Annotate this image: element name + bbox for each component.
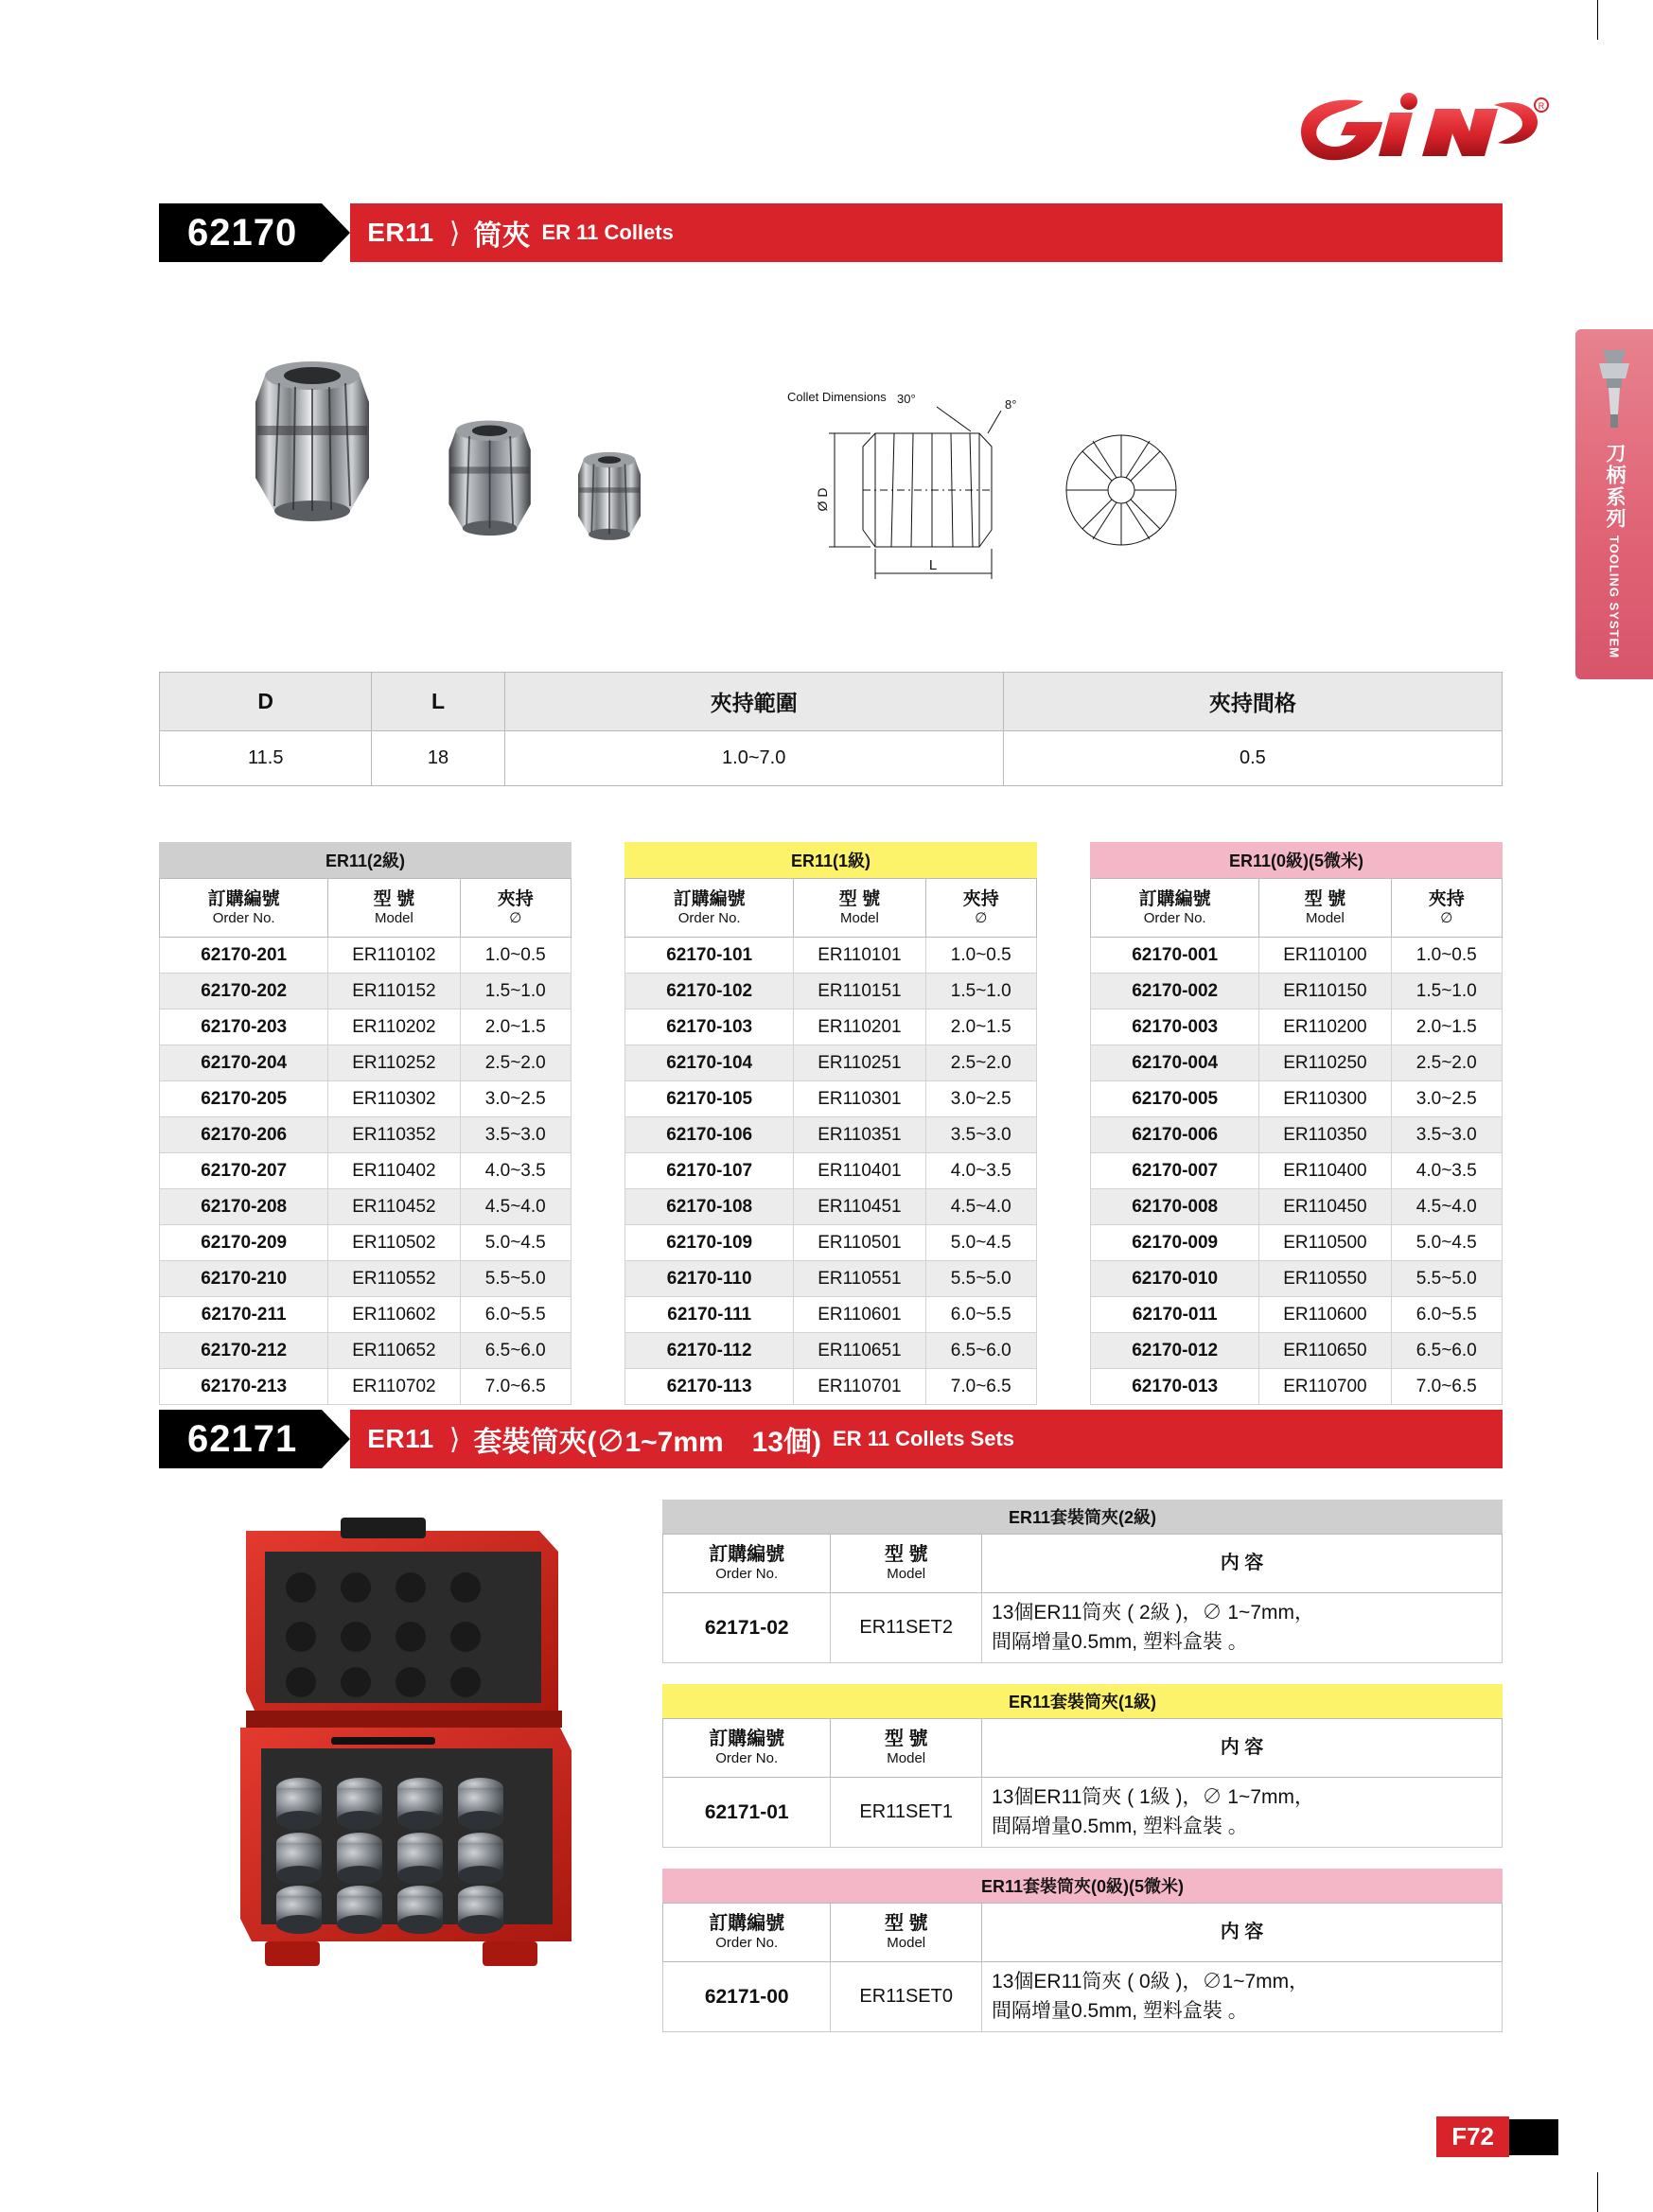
cell-order: 62170-203 <box>160 1009 328 1045</box>
cell-order: 62170-002 <box>1091 974 1259 1009</box>
cell-order: 62170-210 <box>160 1261 328 1297</box>
table-row <box>1091 1369 1503 1405</box>
table-row <box>625 1153 1037 1189</box>
cell-dia: 4.5~4.0 <box>925 1189 1036 1225</box>
cell-dia: 1.5~1.0 <box>925 974 1036 1009</box>
set-header-row <box>663 1719 1503 1778</box>
grade-header-row <box>625 879 1037 938</box>
table-row <box>625 1045 1037 1081</box>
grade-table-1 <box>624 842 1037 1405</box>
table-row <box>160 1009 572 1045</box>
cell-dia: 1.0~0.5 <box>460 938 571 974</box>
cell-content: 13個ER11筒夾 ( 2級 )，∅ 1~7mm， 間隔增量0.5mm, 塑料盒裝 。 <box>982 1593 1503 1663</box>
svg-text:L: L <box>928 557 938 573</box>
set-caption: ER11套裝筒夾(2級) <box>662 1500 1503 1534</box>
cell-order: 62170-001 <box>1091 938 1259 974</box>
cell-dia: 1.0~0.5 <box>1391 938 1502 974</box>
table-row <box>663 1593 1503 1663</box>
cell-dia: 4.5~4.0 <box>460 1189 571 1225</box>
header-order-no: 訂購編號 Order No. <box>1091 879 1259 938</box>
section-title-en: ER 11 Collets <box>541 220 674 244</box>
spec-value-d: 11.5 <box>160 731 372 786</box>
sidebar-tab-tooling-system[interactable] <box>1575 329 1653 679</box>
cell-dia: 4.0~3.5 <box>1391 1153 1502 1189</box>
cell-dia: 3.5~3.0 <box>460 1117 571 1153</box>
collet-dimension-diagram <box>785 388 1268 596</box>
cell-order: 62170-009 <box>1091 1225 1259 1261</box>
table-row <box>160 1045 572 1081</box>
cell-model: ER110302 <box>328 1081 460 1117</box>
cell-dia: 2.5~2.0 <box>460 1045 571 1081</box>
svg-text:30°: 30° <box>897 392 916 406</box>
header-order-no: 訂購編號 Order No. <box>160 879 328 938</box>
cell-model: ER110650 <box>1259 1333 1391 1369</box>
cell-order: 62170-113 <box>625 1369 794 1405</box>
cell-model: ER110602 <box>328 1297 460 1333</box>
cell-dia: 2.0~1.5 <box>1391 1009 1502 1045</box>
cell-dia: 5.5~5.0 <box>460 1261 571 1297</box>
cell-order: 62170-006 <box>1091 1117 1259 1153</box>
table-row <box>625 1261 1037 1297</box>
cell-dia: 3.5~3.0 <box>1391 1117 1502 1153</box>
cell-model: ER110250 <box>1259 1045 1391 1081</box>
section-series: ER11 <box>367 1424 434 1453</box>
cell-model: ER110102 <box>328 938 460 974</box>
grade-header-row <box>1091 879 1503 938</box>
cell-dia: 5.0~4.5 <box>460 1225 571 1261</box>
table-row <box>160 1153 572 1189</box>
cell-content: 13個ER11筒夾 ( 1級 )，∅ 1~7mm， 間隔增量0.5mm, 塑料盒裝 。 <box>982 1778 1503 1848</box>
cell-order: 62170-104 <box>625 1045 794 1081</box>
grade-caption: ER11(2級) <box>159 842 572 878</box>
cell-model: ER110350 <box>1259 1117 1391 1153</box>
cell-order: 62171-00 <box>663 1962 831 2032</box>
cell-order: 62170-012 <box>1091 1333 1259 1369</box>
cell-order: 62170-103 <box>625 1009 794 1045</box>
crop-mark <box>1597 0 1598 40</box>
set-tables-group <box>662 1500 1503 2053</box>
table-row <box>160 1369 572 1405</box>
spec-value-range: 1.0~7.0 <box>504 731 1003 786</box>
svg-text:Ø D: Ø D <box>815 487 830 512</box>
table-row <box>663 1778 1503 1848</box>
table-row <box>1091 1333 1503 1369</box>
table-row <box>1091 1153 1503 1189</box>
cell-model: ER11SET2 <box>831 1593 982 1663</box>
cell-order: 62170-007 <box>1091 1153 1259 1189</box>
header-model: 型 號 Model <box>1259 879 1391 938</box>
cell-dia: 5.5~5.0 <box>925 1261 1036 1297</box>
cell-order: 62170-213 <box>160 1369 328 1405</box>
table-row <box>663 1962 1503 2032</box>
cell-dia: 1.0~0.5 <box>925 938 1036 974</box>
cell-dia: 3.0~2.5 <box>925 1081 1036 1117</box>
cell-dia: 7.0~6.5 <box>460 1369 571 1405</box>
cell-model: ER110100 <box>1259 938 1391 974</box>
cell-order: 62170-201 <box>160 938 328 974</box>
collet-set-photo <box>227 1514 643 1987</box>
spec-header-l: L <box>372 673 504 731</box>
cell-model: ER110352 <box>328 1117 460 1153</box>
grade-table-2 <box>159 842 572 1405</box>
cell-model: ER110451 <box>794 1189 925 1225</box>
cell-order: 62170-202 <box>160 974 328 1009</box>
cell-model: ER110201 <box>794 1009 925 1045</box>
sidebar-tab-label-cn: 刀柄系列 <box>1604 443 1626 530</box>
table-row <box>625 974 1037 1009</box>
cell-order: 62170-004 <box>1091 1045 1259 1081</box>
grade-caption: ER11(1級) <box>624 842 1037 878</box>
header-order-no: 訂購編號 Order No. <box>663 1535 831 1593</box>
cell-dia: 5.0~4.5 <box>925 1225 1036 1261</box>
table-row <box>160 1297 572 1333</box>
table-row <box>160 1117 572 1153</box>
gin-logo-icon <box>1284 90 1558 166</box>
cell-model: ER110400 <box>1259 1153 1391 1189</box>
spec-value-step: 0.5 <box>1003 731 1502 786</box>
table-row <box>1091 1117 1503 1153</box>
cell-model: ER110200 <box>1259 1009 1391 1045</box>
cell-model: ER110101 <box>794 938 925 974</box>
cell-order: 62170-101 <box>625 938 794 974</box>
table-row <box>160 938 572 974</box>
cell-dia: 6.5~6.0 <box>925 1333 1036 1369</box>
cell-model: ER110552 <box>328 1261 460 1297</box>
spec-header-d: D <box>160 673 372 731</box>
cell-order: 62170-102 <box>625 974 794 1009</box>
cell-order: 62170-110 <box>625 1261 794 1297</box>
table-row <box>160 1225 572 1261</box>
cell-model: ER110202 <box>328 1009 460 1045</box>
cell-model: ER110601 <box>794 1297 925 1333</box>
cell-model: ER110500 <box>1259 1225 1391 1261</box>
cell-model: ER110701 <box>794 1369 925 1405</box>
cell-order: 62170-003 <box>1091 1009 1259 1045</box>
header-content: 内 容 <box>982 1904 1503 1962</box>
header-model: 型 號 Model <box>831 1719 982 1778</box>
cell-order: 62170-106 <box>625 1117 794 1153</box>
table-row <box>625 1189 1037 1225</box>
cell-model: ER110502 <box>328 1225 460 1261</box>
cell-order: 62170-205 <box>160 1081 328 1117</box>
table-row <box>1091 1081 1503 1117</box>
table-row <box>625 1009 1037 1045</box>
cell-dia: 5.0~4.5 <box>1391 1225 1502 1261</box>
cell-order: 62170-005 <box>1091 1081 1259 1117</box>
section-arrow-icon <box>322 1410 350 1468</box>
spec-header-step: 夾持間格 <box>1003 673 1502 731</box>
cell-model: ER110301 <box>794 1081 925 1117</box>
table-row <box>625 1117 1037 1153</box>
cell-model: ER110702 <box>328 1369 460 1405</box>
cell-model: ER110351 <box>794 1117 925 1153</box>
page-number-block <box>1509 2119 1558 2155</box>
header-content: 内 容 <box>982 1719 1503 1778</box>
crop-mark <box>1597 2172 1598 2212</box>
section-header-62170 <box>159 203 1503 262</box>
set-header-row <box>663 1535 1503 1593</box>
cell-order: 62170-008 <box>1091 1189 1259 1225</box>
cell-model: ER110151 <box>794 974 925 1009</box>
header-order-no: 訂購編號 Order No. <box>625 879 794 938</box>
table-row <box>1091 1045 1503 1081</box>
section-series: ER11 <box>367 218 434 247</box>
spec-value-l: 18 <box>372 731 504 786</box>
set-caption: ER11套裝筒夾(0級)(5微米) <box>662 1869 1503 1903</box>
table-row <box>1091 1189 1503 1225</box>
header-model: 型 號 Model <box>831 1904 982 1962</box>
cell-dia: 3.0~2.5 <box>1391 1081 1502 1117</box>
cell-order: 62170-204 <box>160 1045 328 1081</box>
section-number: 62171 <box>159 1410 322 1468</box>
cell-order: 62170-105 <box>625 1081 794 1117</box>
cell-dia: 6.5~6.0 <box>1391 1333 1502 1369</box>
tool-holder-icon <box>1593 346 1635 433</box>
grade-table-0 <box>1090 842 1503 1405</box>
collet-product-photo <box>237 336 766 582</box>
cell-dia: 3.0~2.5 <box>460 1081 571 1117</box>
set-header-row <box>663 1904 1503 1962</box>
grade-caption: ER11(0級)(5微米) <box>1090 842 1503 878</box>
grade-tables-group <box>159 842 1503 1405</box>
table-row <box>160 1081 572 1117</box>
cell-order: 62170-013 <box>1091 1369 1259 1405</box>
section-header-62171 <box>159 1410 1503 1468</box>
cell-model: ER110450 <box>1259 1189 1391 1225</box>
table-row <box>625 1333 1037 1369</box>
cell-model: ER110550 <box>1259 1261 1391 1297</box>
cell-dia: 1.5~1.0 <box>1391 974 1502 1009</box>
set-table-0 <box>662 1869 1503 2032</box>
grade-header-row <box>160 879 572 938</box>
set-table-1 <box>662 1684 1503 1848</box>
svg-text:8°: 8° <box>1005 397 1017 412</box>
cell-dia: 2.0~1.5 <box>460 1009 571 1045</box>
set-caption: ER11套裝筒夾(1級) <box>662 1684 1503 1718</box>
header-model: 型 號 Model <box>831 1535 982 1593</box>
header-order-no: 訂購編號 Order No. <box>663 1904 831 1962</box>
cell-order: 62170-212 <box>160 1333 328 1369</box>
cell-dia: 6.0~5.5 <box>925 1297 1036 1333</box>
cell-dia: 1.5~1.0 <box>460 974 571 1009</box>
cell-model: ER110452 <box>328 1189 460 1225</box>
cell-order: 62171-02 <box>663 1593 831 1663</box>
section-title-cn: 筒夾 <box>473 220 531 252</box>
cell-model: ER110402 <box>328 1153 460 1189</box>
page-number <box>1436 2116 1558 2157</box>
cell-dia: 6.0~5.5 <box>460 1297 571 1333</box>
cell-model: ER110150 <box>1259 974 1391 1009</box>
diagram-caption: Collet Dimensions <box>787 390 887 404</box>
table-row <box>625 1297 1037 1333</box>
cell-model: ER110551 <box>794 1261 925 1297</box>
page-number-label: F72 <box>1436 2116 1509 2157</box>
cell-dia: 6.5~6.0 <box>460 1333 571 1369</box>
cell-dia: 5.5~5.0 <box>1391 1261 1502 1297</box>
cell-model: ER110652 <box>328 1333 460 1369</box>
spec-header-row <box>160 673 1503 731</box>
table-row <box>625 1081 1037 1117</box>
table-row <box>625 1369 1037 1405</box>
cell-order: 62170-011 <box>1091 1297 1259 1333</box>
svg-text:R: R <box>1538 101 1545 111</box>
cell-order: 62170-206 <box>160 1117 328 1153</box>
cell-content: 13個ER11筒夾 ( 0級 )，∅1~7mm， 間隔增量0.5mm, 塑料盒裝 。 <box>982 1962 1503 2032</box>
table-row <box>160 1189 572 1225</box>
brand-logo <box>1284 90 1558 166</box>
cell-model: ER11SET0 <box>831 1962 982 2032</box>
cell-model: ER110700 <box>1259 1369 1391 1405</box>
cell-dia: 2.5~2.0 <box>1391 1045 1502 1081</box>
header-content: 内 容 <box>982 1535 1503 1593</box>
cell-order: 62170-211 <box>160 1297 328 1333</box>
section-number: 62170 <box>159 203 322 262</box>
cell-order: 62170-209 <box>160 1225 328 1261</box>
cell-order: 62170-109 <box>625 1225 794 1261</box>
spec-value-row <box>160 731 1503 786</box>
cell-dia: 4.0~3.5 <box>925 1153 1036 1189</box>
cell-model: ER110600 <box>1259 1297 1391 1333</box>
table-row <box>1091 1261 1503 1297</box>
collet-set-case-illustration <box>227 1514 643 1987</box>
cell-order: 62170-010 <box>1091 1261 1259 1297</box>
cell-order: 62170-207 <box>160 1153 328 1189</box>
cell-dia: 3.5~3.0 <box>925 1117 1036 1153</box>
header-model: 型 號 Model <box>794 879 925 938</box>
dimension-drawing <box>785 388 1268 596</box>
section-title-cn: 套裝筒夾(∅1~7mm 13個) <box>473 1427 822 1458</box>
header-diameter: 夾持 ∅ <box>1391 879 1502 938</box>
cell-dia: 4.0~3.5 <box>460 1153 571 1189</box>
cell-model: ER110300 <box>1259 1081 1391 1117</box>
cell-model: ER110401 <box>794 1153 925 1189</box>
header-diameter: 夾持 ∅ <box>460 879 571 938</box>
cell-dia: 2.0~1.5 <box>925 1009 1036 1045</box>
table-row <box>1091 974 1503 1009</box>
cell-dia: 7.0~6.5 <box>1391 1369 1502 1405</box>
table-row <box>160 974 572 1009</box>
spec-table <box>159 672 1503 786</box>
table-row <box>1091 938 1503 974</box>
cell-model: ER110501 <box>794 1225 925 1261</box>
cell-model: ER110251 <box>794 1045 925 1081</box>
cell-order: 62170-107 <box>625 1153 794 1189</box>
cell-model: ER110252 <box>328 1045 460 1081</box>
cell-model: ER11SET1 <box>831 1778 982 1848</box>
table-row <box>1091 1297 1503 1333</box>
cell-order: 62170-111 <box>625 1297 794 1333</box>
cell-order: 62170-108 <box>625 1189 794 1225</box>
spec-header-range: 夾持範圍 <box>504 673 1003 731</box>
table-row <box>160 1261 572 1297</box>
set-table-2 <box>662 1500 1503 1663</box>
cell-order: 62171-01 <box>663 1778 831 1848</box>
table-row <box>160 1333 572 1369</box>
cell-dia: 2.5~2.0 <box>925 1045 1036 1081</box>
header-order-no: 訂購編號 Order No. <box>663 1719 831 1778</box>
cell-model: ER110152 <box>328 974 460 1009</box>
table-row <box>1091 1009 1503 1045</box>
table-row <box>625 1225 1037 1261</box>
section-title-en: ER 11 Collets Sets <box>833 1427 1015 1450</box>
table-row <box>625 938 1037 974</box>
cell-model: ER110651 <box>794 1333 925 1369</box>
cell-dia: 4.5~4.0 <box>1391 1189 1502 1225</box>
cell-dia: 7.0~6.5 <box>925 1369 1036 1405</box>
chevron-right-icon: ⟩ <box>448 217 461 249</box>
header-diameter: 夾持 ∅ <box>925 879 1036 938</box>
cell-order: 62170-112 <box>625 1333 794 1369</box>
section-arrow-icon <box>322 203 350 262</box>
cell-dia: 6.0~5.5 <box>1391 1297 1502 1333</box>
collets-illustration <box>237 336 766 582</box>
sidebar-tab-label-en: TOOLING SYSTEM <box>1607 535 1622 659</box>
chevron-right-icon: ⟩ <box>448 1423 461 1455</box>
cell-order: 62170-208 <box>160 1189 328 1225</box>
header-model: 型 號 Model <box>328 879 460 938</box>
table-row <box>1091 1225 1503 1261</box>
